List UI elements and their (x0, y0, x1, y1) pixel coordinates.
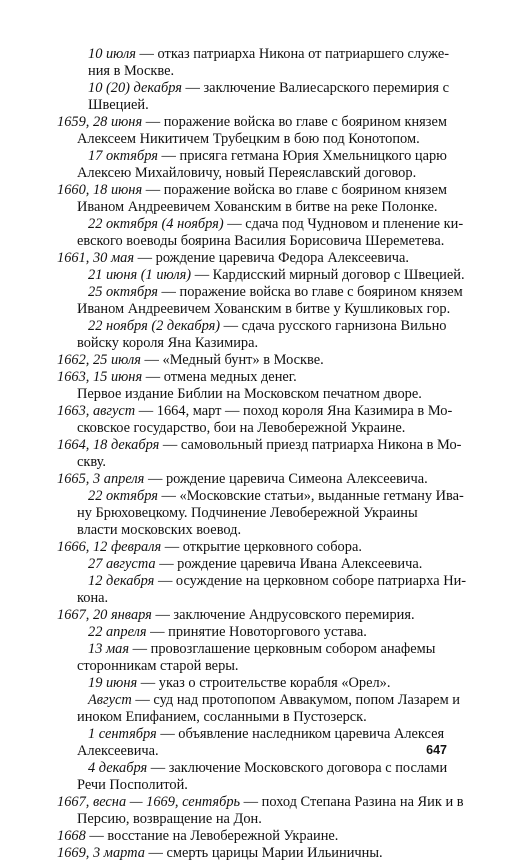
chronology-entry (88, 488, 484, 505)
entry-text: — заключение Андрусовского перемирия. (151, 607, 415, 623)
entry-date: 12 декабря (88, 573, 155, 589)
chronology-entry (88, 760, 484, 777)
entry-text: — поражение войска во главе с боярином князем (157, 284, 463, 300)
entry-line-continued: Речи Посполитой. (77, 777, 188, 793)
entry-date: 1667, 20 января (57, 607, 152, 623)
entry-date: 19 июня (88, 675, 138, 691)
entry-date: 1665, 3 апреля (57, 471, 145, 487)
entry-date: 1662, 25 июля (57, 352, 141, 368)
entry-date: Август (88, 692, 132, 708)
entry-date: 1664, 18 декабря (57, 437, 160, 453)
chronology-entry (88, 624, 484, 641)
entry-date: 10 (20) декабря (88, 80, 182, 96)
entry-date: 1661, 30 мая (57, 250, 135, 266)
chronology-entry (77, 386, 484, 403)
entry-text: — «Московские статьи», выданные гетману Ива- (157, 488, 464, 504)
entry-text: — указ о строительстве корабля «Орел». (137, 675, 391, 691)
entry-date: 27 августа (88, 556, 156, 572)
chronology-entry (88, 46, 484, 63)
chronology-entry (57, 352, 484, 369)
entry-line-continued: войску короля Яна Казимира. (77, 335, 259, 351)
chronology-entry (88, 267, 484, 284)
entry-text: Первое издание Библии на Московском печатном дворе. (77, 386, 422, 402)
chronology-entry (57, 828, 484, 845)
entry-date: 22 ноября (2 декабря) (88, 318, 221, 334)
chronology-entry (88, 692, 484, 709)
chronology-entry (57, 471, 484, 488)
chronology-entry (57, 845, 484, 862)
entry-date: 1659, 28 июня (57, 114, 143, 130)
entry-date: 1669, 3 марта (57, 845, 145, 861)
entry-date: 1660, 18 июня (57, 182, 143, 198)
entry-line-continued: сковское государство, бои на Левобережной Украине. (77, 420, 406, 436)
entry-date: 21 июня (1 июля) (88, 267, 192, 283)
entry-line-continued: сторонникам старой веры. (77, 658, 239, 674)
entry-date: 1663, 15 июня (57, 369, 143, 385)
entry-text: — сдача под Чудновом и пленение ки- (223, 216, 464, 232)
entry-text: — принятие Новоторгового устава. (146, 624, 367, 640)
entry-date: 22 октября (88, 488, 158, 504)
chronology-entry (88, 641, 484, 658)
entry-line-continued: Алексеем Никитичем Трубецким в бою под Конотопом. (77, 131, 420, 147)
entry-date: 13 мая (88, 641, 130, 657)
chronology-entry (57, 794, 484, 811)
chronology-entry (88, 726, 484, 743)
entry-date: 25 октября (88, 284, 158, 300)
entry-text: — самовольный приезд патриарха Никона в Мо- (159, 437, 462, 453)
entry-line-continued: иноком Епифанием, сосланными в Пустозерск. (77, 709, 367, 725)
chronology-entry (57, 403, 484, 420)
entry-text: — поражение войска во главе с боярином князем (142, 114, 447, 130)
chronology-entry (57, 437, 484, 454)
entry-date: 1666, 12 февраля (57, 539, 162, 555)
chronology-entry (88, 284, 484, 301)
entry-text: — поражение войска во главе с боярином князем (142, 182, 447, 198)
entry-line-continued: Иваном Андреевичем Хованским в битве у Кушликовых гор. (77, 301, 451, 317)
entry-date: 1 сентября (88, 726, 157, 742)
entry-date: 10 июля (88, 46, 136, 62)
chronology-entry (57, 539, 484, 556)
chronology-entry (57, 114, 484, 131)
entry-text: — присяга гетмана Юрия Хмельницкого царю (157, 148, 447, 164)
chronology-entry (57, 250, 484, 267)
entry-date: 22 апреля (88, 624, 147, 640)
entry-text: — 1664, март — поход короля Яна Казимира в Мо- (135, 403, 453, 419)
entry-text: — открытие церковного собора. (161, 539, 362, 555)
entry-text: — объявление наследником царевича Алексея (156, 726, 445, 742)
chronology-entry (88, 675, 484, 692)
entry-line-continued: Алексею Михайловичу, новый Переяславский договор. (77, 165, 417, 181)
entry-date: 1663, август (57, 403, 136, 419)
entry-date: 4 декабря (88, 760, 148, 776)
entry-line-continued: ну Брюховецкому. Подчинение Левобережной Украины (77, 505, 418, 521)
chronology-entry (88, 216, 484, 233)
entry-line-continued: кона. (77, 590, 109, 606)
entry-line-continued: скву. (77, 454, 107, 470)
chronology-entry (57, 182, 484, 199)
entry-text: — рождение царевича Симеона Алексеевича. (144, 471, 428, 487)
entry-line-continued: Алексеевича. (77, 743, 159, 759)
entry-text: — провозглашение церковным собором анафемы (129, 641, 436, 657)
entry-text: — суд над протопопом Аввакумом, попом Лазарем и (131, 692, 460, 708)
entry-text: — Кардисский мирный договор с Швецией. (191, 267, 465, 283)
entry-line-continued: ния в Москве. (88, 63, 175, 79)
entry-text: — осуждение на церковном соборе патриарха Ни- (154, 573, 467, 589)
entry-text: — заключение Валиесарского перемирия с (181, 80, 449, 96)
entry-line-continued: Швецией. (88, 97, 149, 113)
entry-date: 1667, весна — 1669, сентябрь (57, 794, 241, 810)
chronology-entry (88, 573, 484, 590)
entry-text: — рождение царевича Ивана Алексеевича. (155, 556, 423, 572)
chronology-entry (88, 318, 484, 335)
entry-date: 17 октября (88, 148, 158, 164)
chronology-entry (88, 148, 484, 165)
chronology-entry (88, 556, 484, 573)
chronology-entry (88, 80, 484, 97)
entry-line-continued: евского воеводы боярина Василия Борисовича Шереметева. (77, 233, 445, 249)
entry-line-continued: власти московских воевод. (77, 522, 242, 538)
entry-text: — отказ патриарха Никона от патриаршего служе- (135, 46, 450, 62)
entry-text: — заключение Московского договора с послами (147, 760, 448, 776)
entry-line-continued: Иваном Андреевичем Хованским в битве на реке Полонке. (77, 199, 438, 215)
chronology-entry (57, 607, 484, 624)
entry-date: 1668 (57, 828, 86, 844)
entry-text: — сдача русского гарнизона Вильно (220, 318, 447, 334)
entry-date: 22 октября (4 ноября) (88, 216, 224, 232)
entry-text: — смерть царицы Марии Ильиничны. (144, 845, 383, 861)
entry-text: — рождение царевича Федора Алексеевича. (134, 250, 410, 266)
entry-text: — восстание на Левобережной Украине. (85, 828, 339, 844)
entry-text: — отмена медных денег. (142, 369, 297, 385)
entry-text: — поход Степана Разина на Яик и в (240, 794, 464, 810)
page-number: 647 (426, 743, 447, 757)
chronology-entry (57, 369, 484, 386)
entry-line-continued: Персию, возвращение на Дон. (77, 811, 262, 827)
entry-text: — «Медный бунт» в Москве. (140, 352, 324, 368)
